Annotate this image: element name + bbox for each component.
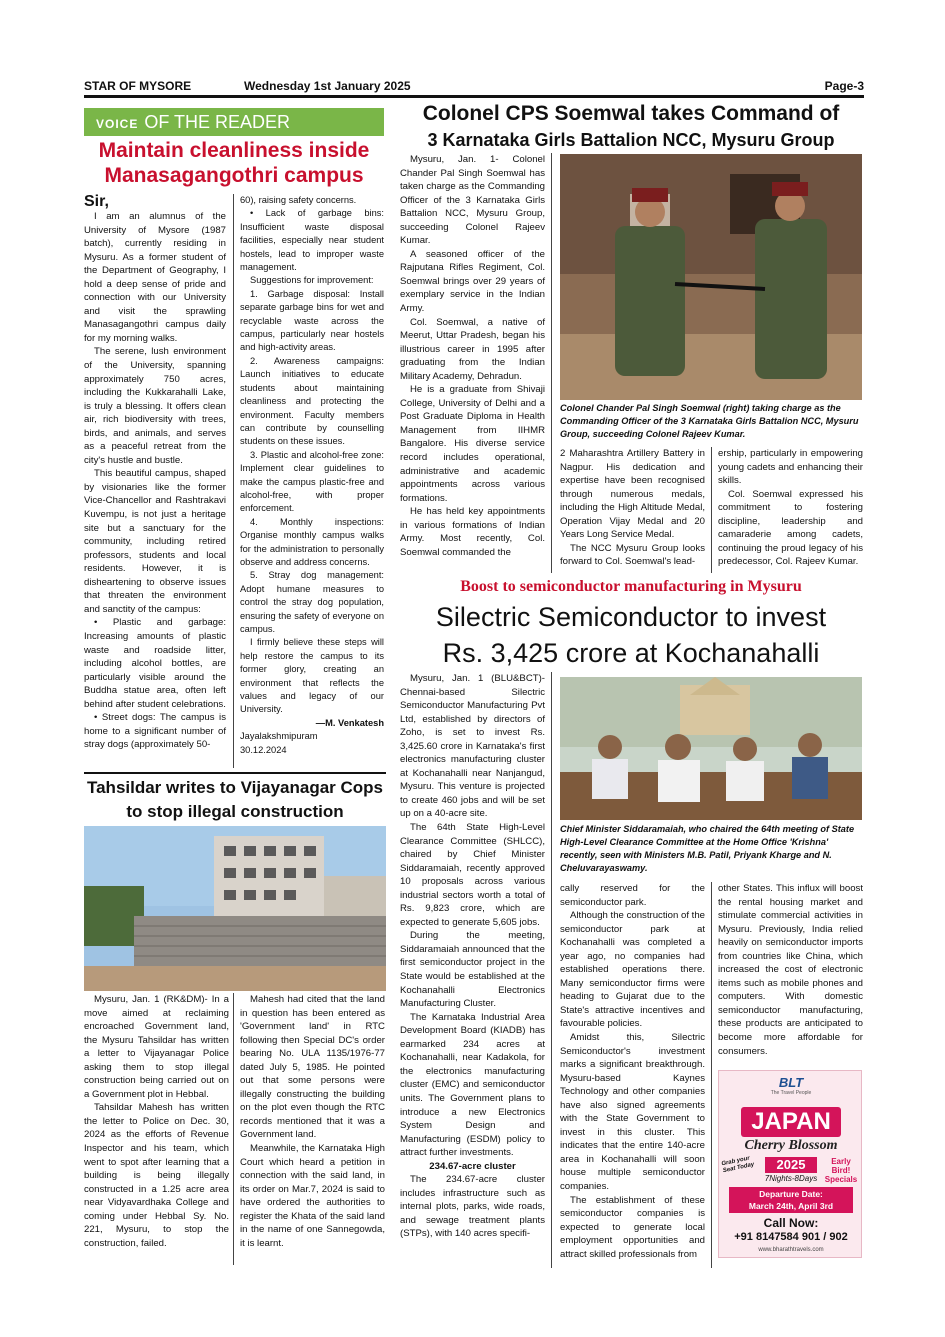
paragraph: 4. Monthly inspections: Organise monthly campus walks for the administration to personally observe and address concerns. [240,516,384,567]
semi-column-3 [718,882,863,1058]
semi-column-1 [400,672,545,1241]
ncc-caption: Colonel Chander Pal Singh Soemwal (right) taking charge as the Commanding Officer of the 3 Karnataka Girls Battalion NCC, Mysuru Group, succeeding Colonel Rajeev Kumar. [560,403,859,439]
ad-early-bird: Early Bird! Specials [824,1157,858,1184]
ad-brand: BLT [778,1075,804,1090]
column-divider [711,447,712,573]
ncc-column-3 [718,447,863,569]
paragraph: The serene, lush environment of the University, spanning approximately 750 acres, including the Kukkarahalli Lake, is truly a blessing. It offers clean air, rich biodiversity with trees, birds, and animals, and serves as a peaceful retreat from the city's hustle and bustle. [84,346,226,466]
ad-tagline: The Travel People [770,1090,812,1096]
letter-headline-2: Manasagangothri campus [104,164,364,187]
paragraph: This beautiful campus, shaped by visionaries like the former Vice-Chancellor and Rashtrakavi Kuvempu, is not just a heritage site but a sanctuary for the community, including retired professors, students and local residents. However, it is disheartening to observe issues that threaten the environment and sanctity of the campus: [84,468,226,615]
ad-duration: 7Nights-8Days [764,1174,818,1183]
paragraph: Suggestions for improvement: [250,275,374,286]
paragraph: During the meeting, Siddaramaiah announced that the first semiconductor project in the State would be established at the Kochanahalli Electronics Manufacturing Cluster. [400,930,545,1010]
paragraph: Mysuru, Jan. 1 (BLU&BCT)- Chennai-based Silectric Semiconductor Manufacturing Pvt Ltd, established by directors of Zoho, is set to invest Rs. 3,425.60 crore in Karnataka's first electronics manufacturing cluster at Kochanahalli near Nanjangud, Mysuru. This venture is projected to create 460 jobs and will be set up on a 40-acre site. [400,673,545,820]
tahsildar-headline-1: Tahsildar writes to Vijayanagar Cops [86,778,384,797]
masthead-rule [84,95,864,98]
ad-phone[interactable]: +91 8147584 901 / 902 [734,1231,848,1243]
signature-date: 30.12.2024 [240,744,287,755]
paragraph: Mahesh had cited that the land in question has been entered as 'Government land' in RTC following then Special DC's order bearing No. ULA 1135/1976-77 dated July 5, 1985. He pointed out that some persons were illegally constructing the building on the plot even though the RTC records mentioned that it was a Government land. [240,994,385,1141]
column-divider [233,993,234,1265]
paragraph: 5. Stray dog management: Adopt humane measures to control the stray dog population, ensuring the safety of everyone on campus. [240,570,384,634]
ad-departure-label: Departure Date: [759,1189,823,1199]
ncc-column-2 [560,447,705,569]
ncc-photo [560,154,862,400]
ad-call-label: Call Now: [763,1216,819,1230]
paragraph: • Street dogs: The campus is home to a significant number of stray dogs (approximately 50- [84,712,226,751]
paragraph: He is a graduate from Shivaji College, University of Delhi and a Post Graduate Diploma in Health Management from IIHMR Bangalore. His diverse service record includes operational, administrative and academic appointments across various formations. [400,384,545,504]
paragraph: 3. Plastic and alcohol-free zone: Implement clear guidelines to make the campus plastic-free and alcohol-free, with proper enforcement. [240,449,384,514]
tahsildar-headline-2: to stop illegal construction [126,802,344,821]
letter-column-2 [240,194,384,757]
signature-place: Jayalakshmipuram [240,731,318,742]
travel-ad[interactable] [718,1070,862,1258]
paragraph: Mysuru, Jan. 1 (RK&DM)- In a move aimed at reclaiming encroached Government land, the Mysuru Tahsildar has written a letter to Vijayanagar Police asking them to stop illegal construction being carried out on a Government plot in Hebbal. [84,994,229,1100]
masthead [84,77,864,95]
paragraph: Col. Soemwal, a native of Meerut, Uttar Pradesh, began his illustrious career in 1995 after graduating from the Indian Military Academy, Dehradun. [400,316,545,382]
semi-headline-1: Silectric Semiconductor to invest [435,602,827,632]
paragraph: • Lack of garbage bins: Insufficient waste disposal facilities, especially near student hostels, lead to improper waste management. [240,208,384,273]
ncc-headline-1: Colonel CPS Soemwal takes Command of [422,102,840,125]
column-divider [233,194,234,768]
ad-departure [729,1187,853,1213]
voice-banner [84,108,384,136]
section-rule [84,772,386,774]
page-number: Page-3 [824,79,864,93]
paragraph: 2 Maharashtra Artillery Battery in Nagpur. His dedication and expertise have been recognised through numerous medals, including the High Altitude Medal, Operation Vijay Medal and 20 Years Long Service Medal. [560,448,705,541]
paragraph: other States. This influx will boost the rental housing market and stimulate commercial activities in Mysuru. Previously, India relied heavily on semiconductor imports from countries like China, which increased the cost of electronic items such as mobile phones and computers. With domestic semiconductor manufacturing, these products are anticipated to become more affordable for consumers. [718,883,863,1057]
paragraph: • Plastic and garbage: Increasing amounts of plastic waste and roadside litter, including alcohol bottles, are particularly visible around the Buddha statue area, often left behind after student celebrations. [84,617,226,710]
column-divider [551,153,552,573]
ad-website[interactable]: www.bharathtravels.com [758,1247,824,1253]
paragraph: Mysuru, Jan. 1- Colonel Chander Pal Singh Soemwal has taken charge as the Commanding Officer of the 3 Karnataka Girls Battalion NCC, Mysuru Group, succeeding Colonel Rajeev Kumar. [400,154,545,247]
paragraph: Col. Soemwal expressed his commitment to fostering discipline, leadership and camaraderie among cadets, continuing the proud legacy of his predecessor, Col. Rajeev Kumar. [718,488,863,568]
paragraph: A seasoned officer of the Rajputana Rifles Regiment, Col. Soemwal brings over 29 years of exemplary service in the Indian Army. [400,248,545,315]
ncc-column-1 [400,153,545,559]
paragraph: Meanwhile, the Karnataka High Court which heard a petition in connection with the said land, in its order on Mar.7, 2024 is said to have ordered the authorities to register the Khata of the said land in the name of one Sannegowda, it is learnt. [240,1143,385,1249]
tahsildar-column-2 [240,993,385,1250]
semi-subhead: 234.67-acre cluster [429,1160,516,1172]
ncc-headline-2: 3 Karnataka Girls Battalion NCC, Mysuru Group [427,130,835,150]
column-divider [551,672,552,1268]
column-divider [711,882,712,1268]
tahsildar-column-1 [84,993,229,1250]
ad-year: 2025 [765,1157,817,1173]
paragraph: The NCC Mysuru Group looks forward to Col. Soemwal's lead- [560,542,705,568]
ad-departure-dates: March 24th, April 3rd [748,1201,834,1211]
semi-column-2 [560,882,705,1261]
voice-title: OF THE READER [144,112,291,132]
paragraph: He has held key appointments in various formations of Indian Army. Most recently, Col. Soemwal commanded the [400,506,545,558]
ad-theme: Cherry Blossom [744,1138,838,1153]
paragraph: Amidst this, Silectric Semiconductor's investment marks a significant breakthrough. Mysuru-based Kaynes Technology and other companies have also signed agreements with the State Government to invest in this cluster. This indicates that the entire 140-acre area in Kochanahalli will soon house multiple semiconductor companies. [560,1032,705,1193]
ad-grab: Grab your Seat Today [721,1155,755,1175]
ad-country: JAPAN [741,1107,841,1137]
paragraph: 60), raising safety concerns. [240,195,357,205]
issue-date: Wednesday 1st January 2025 [244,79,411,93]
meeting-photo [560,677,862,820]
letter-column-1 [84,194,226,752]
paragraph: I firmly believe these steps will help restore the campus to its former glory, creating an environment that reflects the values and legacy of our University. [240,637,384,715]
salutation: Sir, [84,193,109,210]
paper-name: STAR OF MYSORE [84,79,192,93]
voice-label: VOICE [96,117,139,131]
signature: —M. Venkatesh [315,717,384,728]
semi-kicker: Boost to semiconductor manufacturing in Mysuru [460,578,802,595]
semi-headline-2: Rs. 3,425 crore at Kochanahalli [442,638,820,668]
paragraph: 1. Garbage disposal: Install separate garbage bins for wet and recyclable waste across the campus, particularly near hostels and high-activity areas. [240,288,384,353]
paragraph: 2. Awareness campaigns: Launch initiatives to educate students about maintaining cleanliness and protecting the environment. Faculty members can contribute by counselling students on these issues. [240,355,384,447]
paragraph: The Karnataka Industrial Area Development Board (KIADB) has earmarked 234 acres at Kochanahalli, near Kadakola, for the electronics manufacturing cluster (EMC) and semiconductor units. The Government plans to introduce a new Electronics System Design and Manufacturing (ESDM) policy to attract further investments. [400,1011,545,1159]
paragraph: Tahsildar Mahesh has written the letter to Police on Dec. 30, 2024 as the efforts of Revenue Inspector and his team, which went to spot after learning that a building is being illegally constructed in a 1.25 acre area near Vidyavardhaka College and coming under Hebbal Sy. No. 221, Mysuru, to stop the construction, failed. [84,1102,229,1249]
paragraph: cally reserved for the semiconductor park. [560,883,705,908]
paragraph: Although the construction of the semiconductor park at Kochanahalli was completed a year ago, no companies had established operations there. Many semiconductor firms were heading to Gujarat due to the State's attractive incentives and favourable policies. [560,910,705,1030]
paragraph: The 64th State High-Level Clearance Committee (SHLCC), chaired by Chief Minister Siddaramaiah, recently approved 10 proposals across various industrial sectors worth a total of Rs. 9,823 crore, which are expected to generate 5,605 jobs. [400,822,545,928]
construction-photo [84,826,386,991]
semi-caption: Chief Minister Siddaramaiah, who chaired the 64th meeting of State High-Level Clearance Committee at the Home Office 'Krishna' recently, seen with Ministers M.B. Patil, Priyank Kharge and N. Cheluvarayaswamy. [560,824,855,873]
paragraph: The establishment of these semiconductor companies is expected to generate local employment opportunities and attract skilled professionals from [560,1194,705,1260]
paragraph: ership, particularly in empowering young cadets and enhancing their skills. [718,448,863,487]
paragraph: I am an alumnus of the University of Mysore (1987 batch), currently residing in Mysuru. As a former student of the Department of Geography, I hold a deep sense of pride and connection with our University and visit the sprawling Manasagangothri campus daily for my morning walks. [84,211,226,344]
paragraph: The 234.67-acre cluster includes infrastructure such as internal plots, parks, wide roads, and sewage treatment plants (STPs), with 140 acres specifi- [400,1174,545,1240]
letter-headline-1: Maintain cleanliness inside [98,139,370,162]
